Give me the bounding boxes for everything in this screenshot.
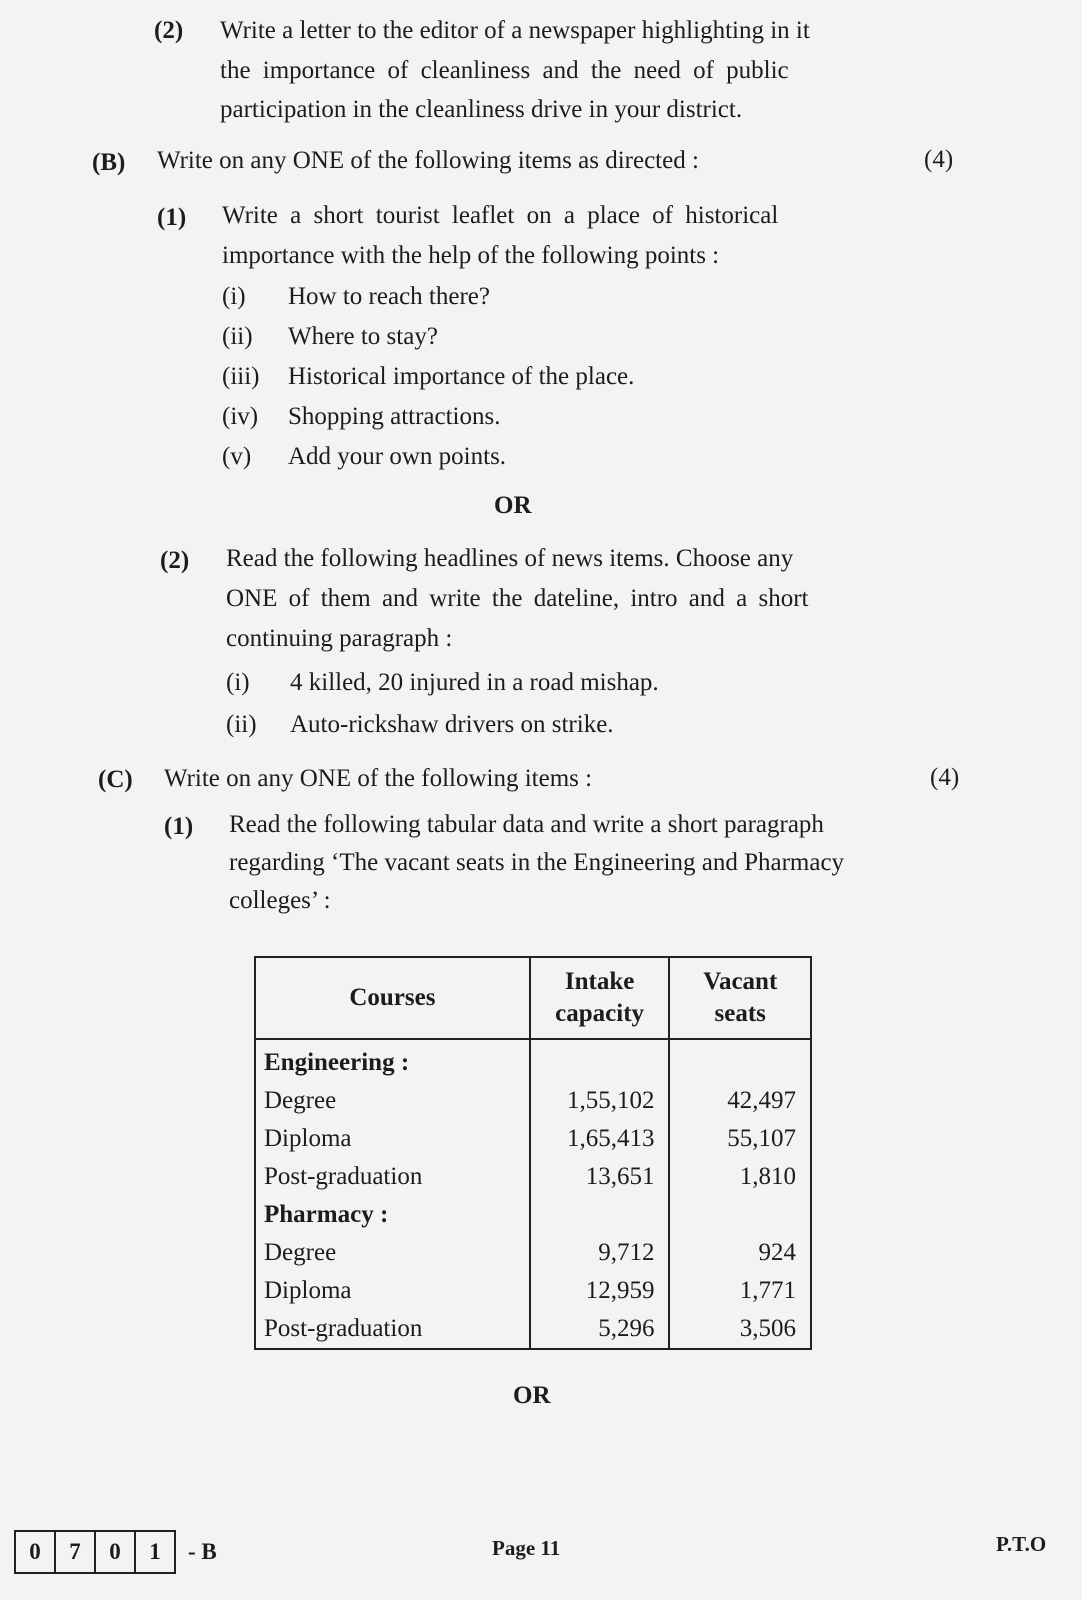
vacant-cell: 3,506 (669, 1310, 811, 1349)
section-c-marks: (4) (930, 764, 960, 791)
b1-number: (1) (157, 204, 187, 231)
vacant-cell: 1,810 (669, 1158, 811, 1196)
b2-line-3: continuing paragraph : (226, 625, 453, 652)
section-c-instruction: Write on any ONE of the following items : (164, 765, 593, 792)
b1-line-1: Write a short tourist leaflet on a place of historical (222, 202, 779, 229)
intake-cell: 1,65,413 (530, 1120, 670, 1158)
intake-cell: 13,651 (530, 1158, 670, 1196)
b1-point-text: Add your own points. (288, 443, 507, 470)
or-divider: OR (494, 492, 532, 519)
c1-line-3: colleges’ : (229, 887, 331, 914)
c1-line-2: regarding ‘The vacant seats in the Engineering and Pharmacy (229, 849, 845, 876)
b1-point-num: (ii) (222, 323, 253, 350)
intake-cell: 5,296 (530, 1310, 670, 1349)
a2-line-1: Write a letter to the editor of a newspaper highlighting in it (220, 17, 810, 44)
b1-point-text: Where to stay? (288, 323, 438, 350)
table-row (255, 1272, 811, 1310)
code-suffix: - B (188, 1539, 217, 1564)
a2-line-3: participation in the cleanliness drive in your district. (220, 96, 743, 123)
course-cell: Diploma (255, 1272, 530, 1310)
code-digit: 0 (14, 1530, 56, 1574)
table-header-row (255, 957, 811, 1039)
vacant-cell: 42,497 (669, 1082, 811, 1120)
vacant-cell: 1,771 (669, 1272, 811, 1310)
b2-point-text: 4 killed, 20 injured in a road mishap. (290, 669, 659, 696)
table-group-row (255, 1196, 811, 1234)
paper-code (14, 1530, 217, 1574)
c1-line-1: Read the following tabular data and write a short paragraph (229, 811, 824, 838)
b2-line-2: ONE of them and write the dateline, intro and a short (226, 585, 809, 612)
course-cell: Post-graduation (255, 1158, 530, 1196)
intake-cell: 9,712 (530, 1234, 670, 1272)
b2-point-num: (ii) (226, 711, 257, 738)
b1-line-2: importance with the help of the following points : (222, 242, 720, 269)
page-number: Page 11 (492, 1536, 561, 1560)
b1-point-num: (v) (222, 443, 252, 470)
header-vacant-seats: Vacant seats (669, 957, 811, 1039)
b1-point-num: (iv) (222, 403, 259, 430)
group-engineering: Engineering : (255, 1039, 530, 1082)
vacant-cell: 924 (669, 1234, 811, 1272)
intake-cell: 1,55,102 (530, 1082, 670, 1120)
header-intake-capacity: Intake capacity (530, 957, 670, 1039)
a2-line-2: the importance of cleanliness and the need of public (220, 57, 789, 84)
c1-number: (1) (164, 813, 194, 840)
code-digit: 0 (94, 1530, 136, 1574)
course-cell: Degree (255, 1234, 530, 1272)
a2-number: (2) (154, 17, 184, 44)
table-row (255, 1082, 811, 1120)
table-row (255, 1234, 811, 1272)
vacant-cell: 55,107 (669, 1120, 811, 1158)
b1-point-text: Historical importance of the place. (288, 363, 635, 390)
vacant-seats-table (254, 956, 812, 1350)
b2-number: (2) (160, 547, 190, 574)
table-row (255, 1158, 811, 1196)
section-b-instruction: Write on any ONE of the following items as directed : (157, 147, 699, 174)
group-pharmacy: Pharmacy : (255, 1196, 530, 1234)
course-cell: Degree (255, 1082, 530, 1120)
b1-point-num: (i) (222, 283, 246, 310)
b2-point-text: Auto-rickshaw drivers on strike. (290, 711, 614, 738)
b1-point-text: How to reach there? (288, 283, 490, 310)
b1-point-num: (iii) (222, 363, 260, 390)
or-divider: OR (513, 1382, 551, 1409)
table-row (255, 1310, 811, 1349)
pto-label: P.T.O (996, 1532, 1047, 1556)
table-group-row (255, 1039, 811, 1082)
b1-point-text: Shopping attractions. (288, 403, 501, 430)
section-b-marks: (4) (924, 146, 954, 173)
b2-point-num: (i) (226, 669, 250, 696)
course-cell: Diploma (255, 1120, 530, 1158)
section-b-label: (B) (92, 149, 126, 176)
course-cell: Post-graduation (255, 1310, 530, 1349)
b2-line-1: Read the following headlines of news items. Choose any (226, 545, 794, 572)
intake-cell: 12,959 (530, 1272, 670, 1310)
header-courses: Courses (255, 957, 530, 1039)
table-row (255, 1120, 811, 1158)
code-digit: 7 (54, 1530, 96, 1574)
code-digit: 1 (134, 1530, 176, 1574)
section-c-label: (C) (98, 766, 133, 793)
